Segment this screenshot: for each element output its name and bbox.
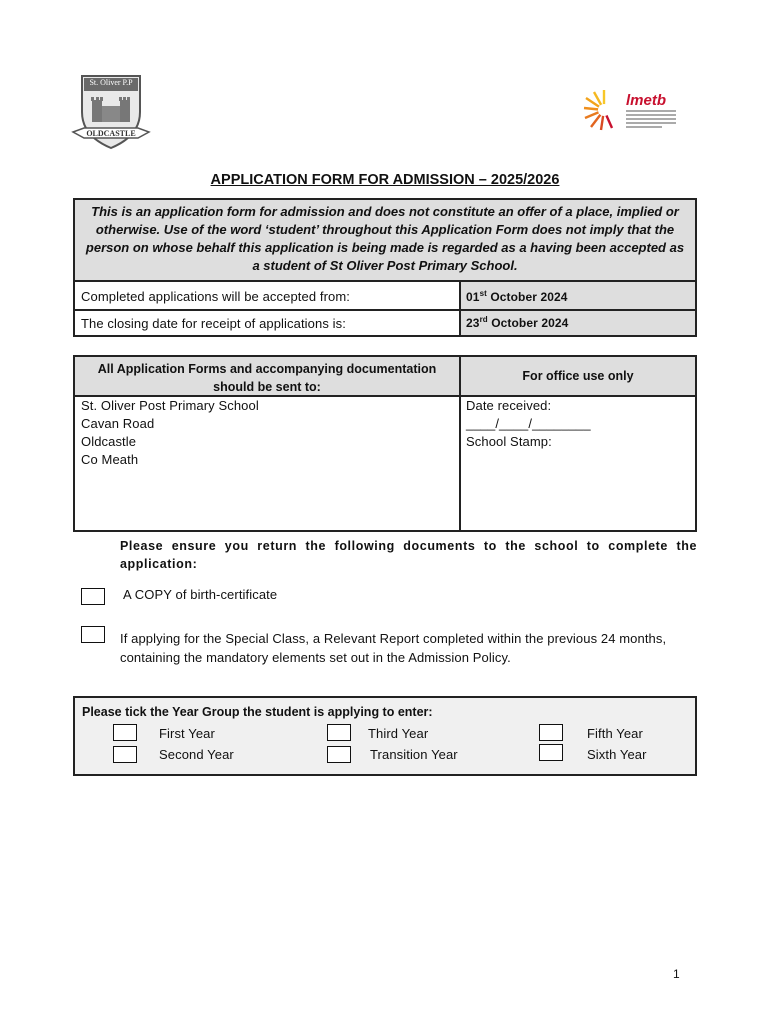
transition-year-checkbox[interactable] <box>327 746 351 763</box>
second-year-label: Second Year <box>159 747 234 762</box>
lmetb-wordmark: lmetb <box>626 92 667 109</box>
school-crest-logo <box>70 70 152 152</box>
accepted-from-date: 01st October 2024 <box>466 289 568 304</box>
lmetb-tagline-lines <box>626 110 676 128</box>
address-line: Cavan Road <box>81 416 155 431</box>
special-class-report-checkbox[interactable] <box>81 626 105 643</box>
date-received-field[interactable]: ____/____/________ <box>466 416 591 431</box>
send-to-header: All Application Forms and accompanying documentation should be sent to: <box>97 362 437 394</box>
third-year-label: Third Year <box>368 726 429 741</box>
fifth-year-checkbox[interactable] <box>539 724 563 741</box>
address-line: Oldcastle <box>81 434 137 449</box>
closing-date: 23rd October 2024 <box>466 315 569 330</box>
address-block <box>81 397 259 469</box>
dates-table <box>73 280 697 337</box>
first-year-checkbox[interactable] <box>113 724 137 741</box>
year-group-box <box>73 696 697 776</box>
sixth-year-label: Sixth Year <box>587 747 647 762</box>
send-to-table <box>73 355 697 532</box>
page-number: 1 <box>673 967 680 981</box>
birth-cert-label: A COPY of birth-certificate <box>123 587 278 602</box>
address-line: St. Oliver Post Primary School <box>81 398 259 413</box>
office-use-header: For office use only <box>522 369 634 383</box>
school-stamp-label: School Stamp: <box>466 434 552 449</box>
address-line: Co Meath <box>81 452 139 467</box>
date-received-label: Date received: <box>466 398 552 413</box>
special-class-report-label: If applying for the Special Class, a Relevant Report completed within the previous 24 months, containing the mandatory elements set out in the Admission Policy. <box>120 631 667 665</box>
page-title: APPLICATION FORM FOR ADMISSION – 2025/2026 <box>210 172 560 188</box>
first-year-label: First Year <box>159 726 215 741</box>
crest-top-text: St. Oliver P.P <box>89 78 133 87</box>
disclaimer-box <box>73 198 697 282</box>
second-year-checkbox[interactable] <box>113 746 137 763</box>
birth-cert-checkbox[interactable] <box>81 588 105 605</box>
year-group-prompt: Please tick the Year Group the student is applying to enter: <box>82 705 433 719</box>
office-fields <box>466 397 591 451</box>
closing-date-label: The closing date for receipt of applications is: <box>81 316 346 331</box>
documents-intro: Please ensure you return the following documents to the school to complete the application: <box>120 539 697 571</box>
accepted-from-label: Completed applications will be accepted from: <box>81 289 350 304</box>
disclaimer-text: This is an application form for admission and does not constitute an offer of a place, implied or otherwise. Use of the word ‘student’ throughout this Application Form does not imply that the person on whose behalf this application is being made is regarded as a having been accepted as a student of St Oliver Post Primary School. <box>85 204 685 273</box>
crest-bottom-text: OLDCASTLE <box>86 129 136 138</box>
third-year-checkbox[interactable] <box>327 724 351 741</box>
lmetb-logo <box>582 88 682 132</box>
fifth-year-label: Fifth Year <box>587 726 643 741</box>
transition-year-label: Transition Year <box>370 747 458 762</box>
sixth-year-checkbox[interactable] <box>539 744 563 761</box>
